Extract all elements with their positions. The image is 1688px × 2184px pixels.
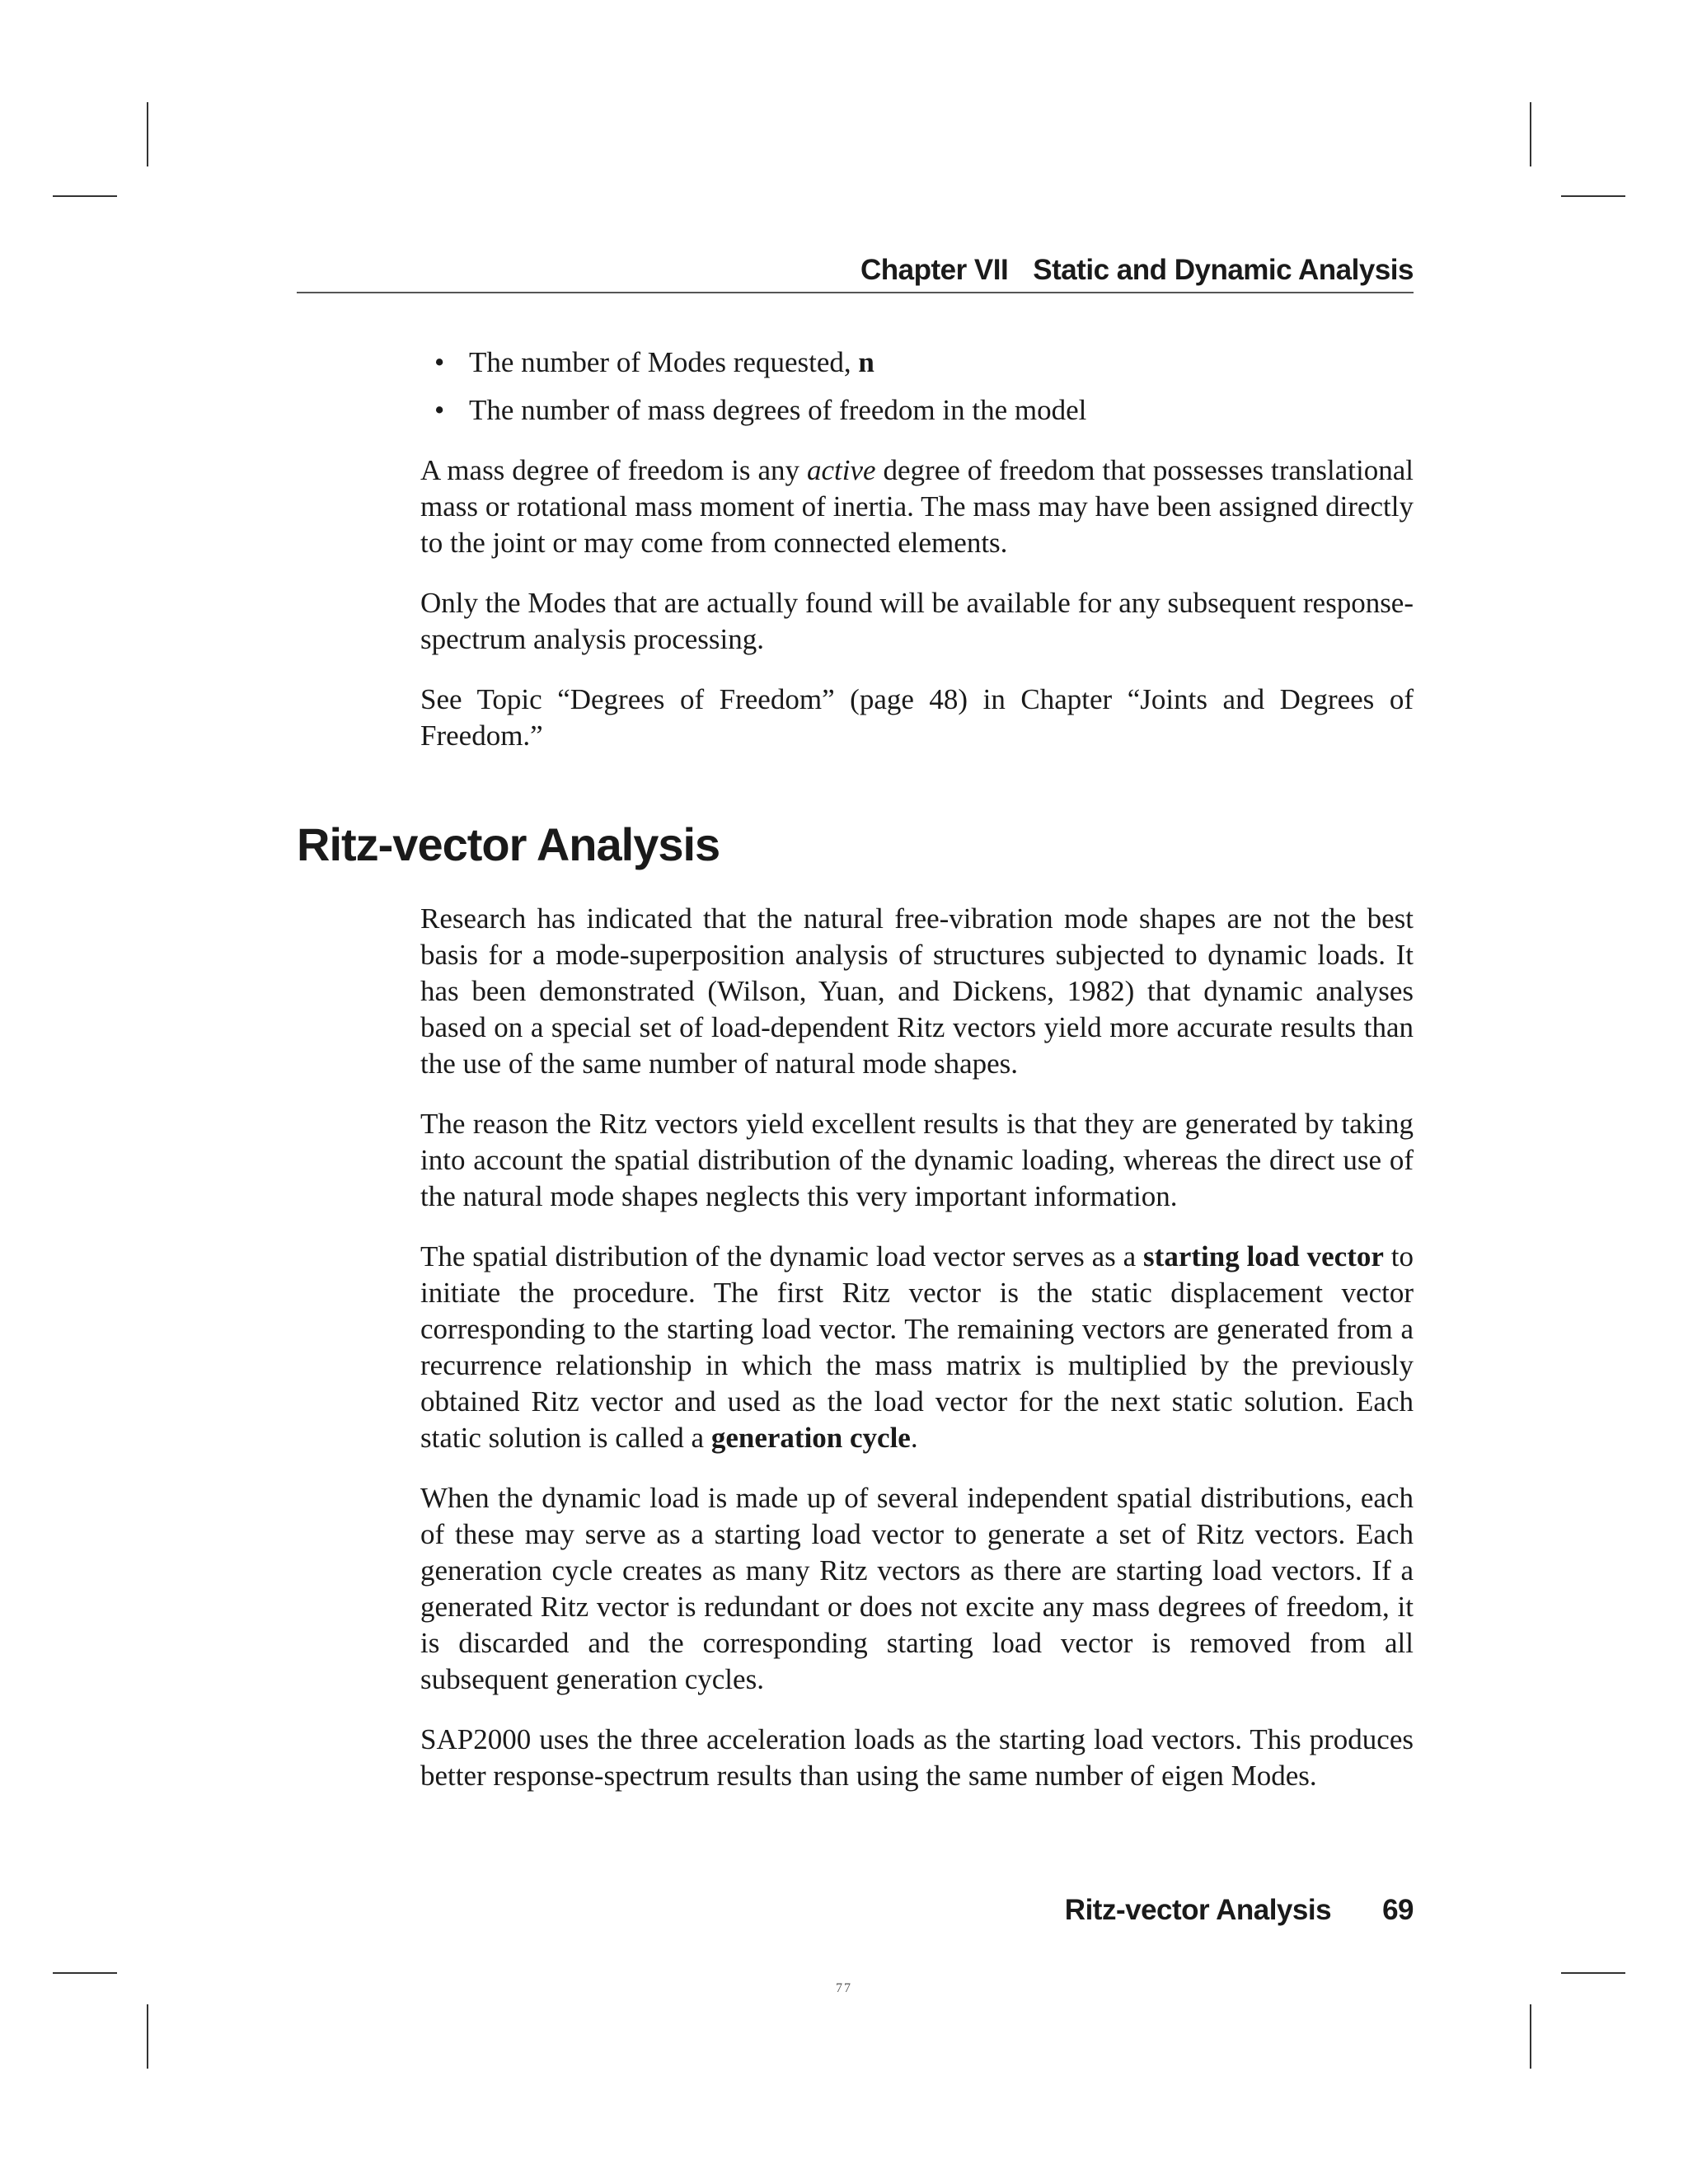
footer-section: Ritz-vector Analysis [1064, 1894, 1332, 1926]
crop-mark [147, 102, 148, 166]
list-item: • The number of mass degrees of freedom in the model [420, 392, 1414, 429]
running-header [297, 254, 1414, 293]
crop-mark [1530, 2004, 1531, 2069]
intro-content [420, 344, 1414, 778]
paragraph: Only the Modes that are actually found will be available for any subsequent response-spectrum analysis processing. [420, 587, 1414, 655]
section-title: Ritz-vector Analysis [297, 818, 720, 870]
crop-mark [1561, 195, 1625, 197]
paragraph: When the dynamic load is made up of several independent spatial distributions, each of these may serve as a starting load vector to generate a set of Ritz vectors. Each generation cycle creates as many Ritz vectors as there are starting load vectors. If a generated Ritz vector is redundant or does not excite any mass degrees of freedom, it is discarded and the corresponding starting load vector is removed from all subsequent generation cycles. [420, 1482, 1414, 1695]
crop-mark [53, 195, 117, 197]
crop-mark [1561, 1972, 1625, 1974]
page-number: 69 [1382, 1894, 1414, 1926]
paragraph: A mass degree of freedom is any active degree of freedom that possesses translational mass or rotational mass moment of inertia. The mass may have been assigned directly to the joint or may come from connected elements. [420, 454, 1414, 559]
crop-mark [147, 2004, 148, 2069]
header-title: Static and Dynamic Analysis [1033, 254, 1414, 286]
sheet-number: 77 [836, 1981, 852, 1995]
running-footer [1065, 1894, 1414, 1927]
header-chapter: Chapter VII [860, 254, 1009, 286]
paragraph: The spatial distribution of the dynamic load vector serves as a starting load vector to initiate the procedure. The first Ritz vector is the static displacement vector corresponding to the starting load vector. The remaining vectors are generated from a recurrence relationship in which the mass matrix is multiplied by the previously obtained Ritz vector and used as the load vector for the next static solution. Each static solution is called a generation cycle. [420, 1240, 1414, 1454]
paragraph: SAP2000 uses the three acceleration loads as the starting load vectors. This produces better response-spectrum results than using the same number of eigen Modes. [420, 1723, 1414, 1792]
crop-mark [53, 1972, 117, 1974]
paragraph: Research has indicated that the natural free-vibration mode shapes are not the best basis for a mode-superposition analysis of structures subjected to dynamic loads. It has been demonstrated (Wilson, Yuan, and Dickens, 1982) that dynamic analyses based on a special set of load-dependent Ritz vectors yield more accurate results than the use of the same number of natural mode shapes. [420, 902, 1414, 1080]
section-content [420, 901, 1414, 1818]
paragraph: The reason the Ritz vectors yield excellent results is that they are generated by taking into account the spatial distribution of the dynamic loading, whereas the direct use of the natural mode shapes neglects this very important information. [420, 1108, 1414, 1212]
list-item: • The number of Modes requested, n [420, 344, 1414, 381]
crop-mark [1530, 102, 1531, 166]
bullet-list [420, 344, 1414, 429]
paragraph: See Topic “Degrees of Freedom” (page 48) in Chapter “Joints and Degrees of Freedom.” [420, 683, 1414, 752]
